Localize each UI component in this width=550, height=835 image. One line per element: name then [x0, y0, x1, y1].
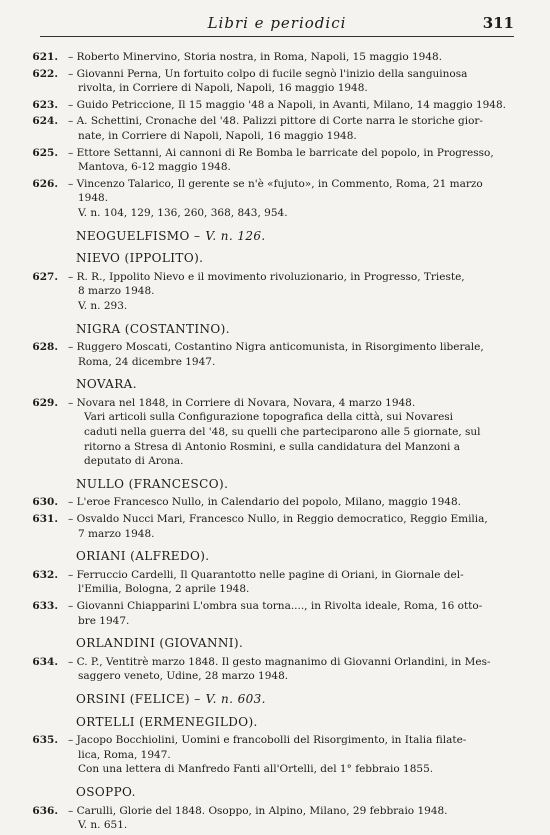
section-title: NULLO (FRANCESCO).: [76, 476, 229, 491]
entry-text: – Giovanni Perna, Un fortuito colpo di fucile segnò l'inizio della sanguinosa: [68, 67, 468, 80]
entry-text: – Ettore Settanni, Ai cannoni di Re Bomba le barricate del popolo, in Progresso,: [68, 146, 494, 159]
section-heading: [76, 251, 516, 266]
entry-text: – A. Schettini, Cronache del '48. Palizzi pittore di Corte narra le storiche gior-: [68, 115, 483, 128]
entry-continuation: Roma, 24 dicembre 1947.: [78, 355, 216, 368]
entry-text: – C. P., Ventitrè marzo 1848. Il gesto magnanimo di Giovanni Orlandini, in Mes-: [68, 655, 491, 668]
entry-continuation: caduti nella guerra del '48, su quelli che parteciparono alle 5 giornate, sul: [84, 426, 481, 439]
entry-text: – Ferruccio Cardelli, Il Quarantotto nelle pagine di Oriani, in Giornale del-: [68, 568, 464, 581]
section-heading: [76, 549, 516, 564]
entry-number: 636.: [32, 804, 58, 817]
bibliography-entry: [30, 98, 516, 113]
bibliography-entry: [30, 804, 516, 833]
entry-number: 634.: [32, 655, 58, 668]
entry-continuation: nate, in Corriere di Napoli, Napoli, 16 maggio 1948.: [78, 129, 357, 142]
entry-continuation: V. n. 293.: [78, 299, 128, 312]
bibliography-entry: [30, 568, 516, 597]
bibliography-entry: [30, 50, 516, 65]
section-heading: [76, 785, 516, 800]
section-heading: [76, 477, 516, 492]
entry-continuation: l'Emilia, Bologna, 2 aprile 1948.: [78, 583, 250, 596]
entry-continuation: V. n. 104, 129, 136, 260, 368, 843, 954.: [78, 206, 288, 219]
section-title: NEOGUELFISMO –: [76, 228, 201, 243]
bibliography-entry: [30, 67, 516, 96]
bibliography-entry: [30, 340, 516, 369]
bibliography-entry: [30, 270, 516, 314]
bibliography-entry: [30, 177, 516, 221]
entry-continuation: lica, Roma, 1947.: [78, 748, 171, 761]
bibliography-entry: [30, 599, 516, 628]
section-heading: [76, 692, 516, 707]
bibliography-entry: [30, 146, 516, 175]
section-cross-reference: V. n. 126.: [205, 228, 266, 243]
section-title: ORIANI (ALFREDO).: [76, 549, 210, 564]
page-header: [40, 8, 514, 37]
page-number: 311: [482, 14, 514, 32]
section-heading: [76, 322, 516, 337]
entry-text: – R. R., Ippolito Nievo e il movimento rivoluzionario, in Progresso, Trieste,: [68, 270, 465, 283]
entry-continuation: Con una lettera di Manfredo Fanti all'Ortelli, del 1° febbraio 1855.: [78, 763, 434, 776]
entry-number: 629.: [32, 396, 58, 409]
entry-number: 621.: [32, 51, 58, 63]
entry-text: – Osvaldo Nucci Mari, Francesco Nullo, in Reggio democratico, Reggio Emilia,: [68, 513, 488, 526]
entry-number: 622.: [32, 67, 58, 80]
entry-continuation: saggero veneto, Udine, 28 marzo 1948.: [78, 670, 289, 683]
entry-number: 627.: [32, 270, 58, 283]
entry-continuation: V. n. 651.: [78, 819, 128, 832]
entry-number: 628.: [32, 341, 58, 354]
bibliography-entry: [30, 114, 516, 143]
entry-number: 623.: [32, 98, 58, 111]
section-heading: [76, 377, 516, 392]
bibliography-list: [30, 50, 516, 835]
entry-number: 633.: [32, 600, 58, 612]
entry-number: 624.: [32, 115, 58, 128]
bibliography-entry: [30, 733, 516, 777]
entry-text: – Guido Petriccione, Il 15 maggio '48 a Napoli, in Avanti, Milano, 14 maggio 1948.: [68, 98, 507, 111]
entry-number: 630.: [32, 496, 58, 509]
entry-continuation: rivolta, in Corriere di Napoli, Napoli, 16 maggio 1948.: [78, 82, 368, 95]
section-cross-reference: V. n. 603.: [205, 691, 266, 706]
section-title: ORTELLI (ERMENEGILDO).: [76, 714, 258, 729]
section-heading: [76, 636, 516, 651]
entry-text: – Carulli, Glorie del 1848. Osoppo, in Alpino, Milano, 29 febbraio 1948.: [68, 804, 448, 817]
section-heading: [76, 715, 516, 730]
section-title: OSOPPO.: [76, 784, 136, 799]
entry-text: – Ruggero Moscati, Costantino Nigra anticomunista, in Risorgimento liberale,: [68, 341, 484, 354]
entry-continuation: deputato di Arona.: [84, 455, 184, 468]
entry-number: 635.: [32, 734, 58, 747]
entry-text: – Giovanni Chiapparini L'ombra sua torna...., in Rivolta ideale, Roma, 16 otto-: [68, 600, 483, 612]
entry-continuation: bre 1947.: [78, 614, 130, 627]
entry-number: 625.: [32, 146, 58, 159]
section-heading: [76, 229, 516, 244]
entry-continuation: Vari articoli sulla Configurazione topografica della città, sui Novaresi: [84, 411, 454, 424]
entry-text: – Vincenzo Talarico, Il gerente se n'è «fujuto», in Commento, Roma, 21 marzo: [68, 177, 483, 190]
entry-number: 631.: [32, 513, 58, 526]
entry-number: 626.: [32, 177, 58, 190]
entry-text: – L'eroe Francesco Nullo, in Calendario del popolo, Milano, maggio 1948.: [68, 496, 461, 509]
entry-continuation: 1948.: [78, 192, 109, 205]
running-title: Libri e periodici: [207, 14, 347, 32]
section-title: ORSINI (FELICE) –: [76, 691, 201, 706]
entry-text: – Novara nel 1848, in Corriere di Novara, Novara, 4 marzo 1948.: [68, 396, 416, 409]
section-title: NOVARA.: [76, 377, 137, 392]
entry-number: 632.: [32, 568, 58, 581]
entry-continuation: 7 marzo 1948.: [78, 527, 155, 540]
bibliography-entry: [30, 512, 516, 541]
bibliography-entry: [30, 396, 516, 469]
section-title: ORLANDINI (GIOVANNI).: [76, 636, 244, 651]
entry-continuation: Mantova, 6-12 maggio 1948.: [78, 161, 231, 174]
section-title: NIGRA (COSTANTINO).: [76, 321, 230, 336]
entry-continuation: 8 marzo 1948.: [78, 285, 155, 298]
section-title: NIEVO (IPPOLITO).: [76, 251, 204, 266]
bibliography-entry: [30, 495, 516, 510]
entry-continuation: ritorno a Stresa di Antonio Rosmini, e sulla candidatura del Manzoni a: [84, 440, 460, 453]
entry-text: – Jacopo Bocchiolini, Uomini e francobolli del Risorgimento, in Italia filate-: [68, 734, 467, 747]
entry-text: – Roberto Minervino, Storia nostra, in Roma, Napoli, 15 maggio 1948.: [68, 51, 443, 63]
bibliography-entry: [30, 655, 516, 684]
